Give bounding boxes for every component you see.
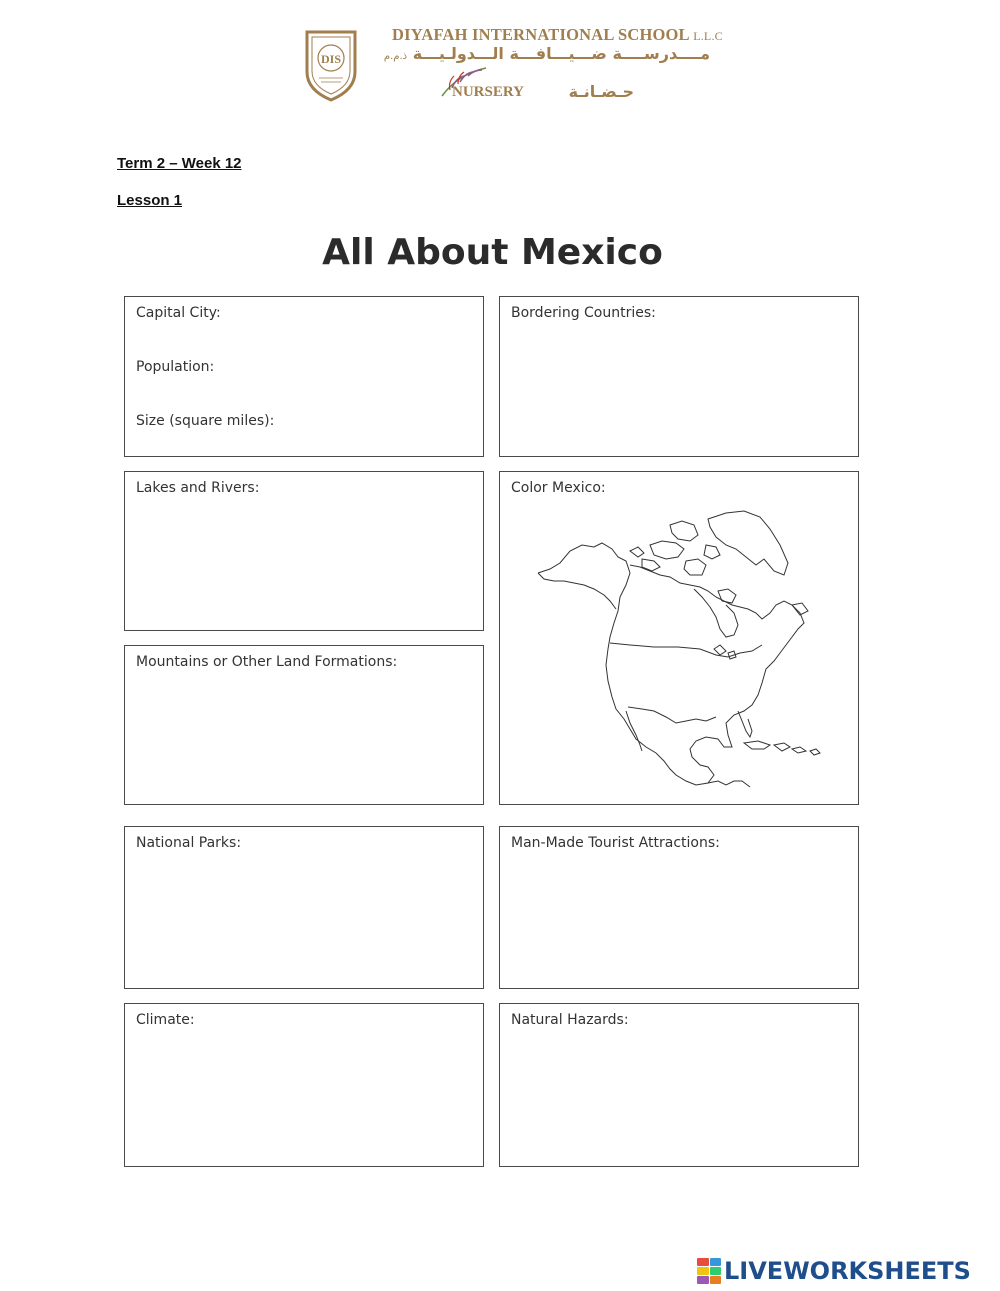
school-name-ar-text: مــــدرســــة ضـــيـــافـــة الـــدولـيـــة — [412, 44, 710, 63]
school-suffix-en: L.L.C — [693, 29, 723, 43]
natural-hazards-label: Natural Hazards: — [511, 1012, 629, 1028]
north-america-map-icon[interactable] — [530, 505, 822, 790]
lakes-rivers-box[interactable] — [124, 471, 484, 631]
nursery-english: NURSERY — [452, 84, 524, 100]
liveworksheets-brand-text: LIVEWORKSHEETS — [724, 1257, 971, 1285]
bordering-countries-label: Bordering Countries: — [511, 305, 656, 321]
nursery-arabic: حـضـانـة — [568, 82, 634, 101]
tourist-attractions-label: Man-Made Tourist Attractions: — [511, 835, 720, 851]
liveworksheets-logo[interactable] — [697, 1256, 971, 1286]
school-name-en-text: DIYAFAH INTERNATIONAL SCHOOL — [392, 25, 689, 44]
worksheet-title: All About Mexico — [322, 232, 663, 273]
mountains-label: Mountains or Other Land Formations: — [136, 654, 398, 670]
capital-population-size-box[interactable] — [124, 296, 484, 457]
mountains-box[interactable] — [124, 645, 484, 805]
logo-monogram: DIS — [320, 52, 342, 66]
lesson-label: Lesson 1 — [117, 192, 183, 209]
capital-city-label: Capital City: — [136, 305, 221, 321]
natural-hazards-box[interactable] — [499, 1003, 859, 1167]
lakes-rivers-label: Lakes and Rivers: — [136, 480, 260, 496]
climate-box[interactable] — [124, 1003, 484, 1167]
bordering-countries-box[interactable] — [499, 296, 859, 457]
school-name-english — [392, 25, 723, 45]
population-label: Population: — [136, 359, 215, 375]
liveworksheets-blocks-icon — [697, 1258, 721, 1284]
size-label: Size (square miles): — [136, 413, 275, 429]
school-crest-logo — [303, 28, 359, 102]
tourist-attractions-box[interactable] — [499, 826, 859, 989]
color-mexico-label: Color Mexico: — [511, 480, 606, 496]
national-parks-label: National Parks: — [136, 835, 242, 851]
national-parks-box[interactable] — [124, 826, 484, 989]
school-suffix-ar: ذ.م.م — [383, 51, 408, 62]
climate-label: Climate: — [136, 1012, 195, 1028]
term-week-label: Term 2 – Week 12 — [117, 155, 242, 172]
school-name-arabic — [383, 44, 710, 63]
